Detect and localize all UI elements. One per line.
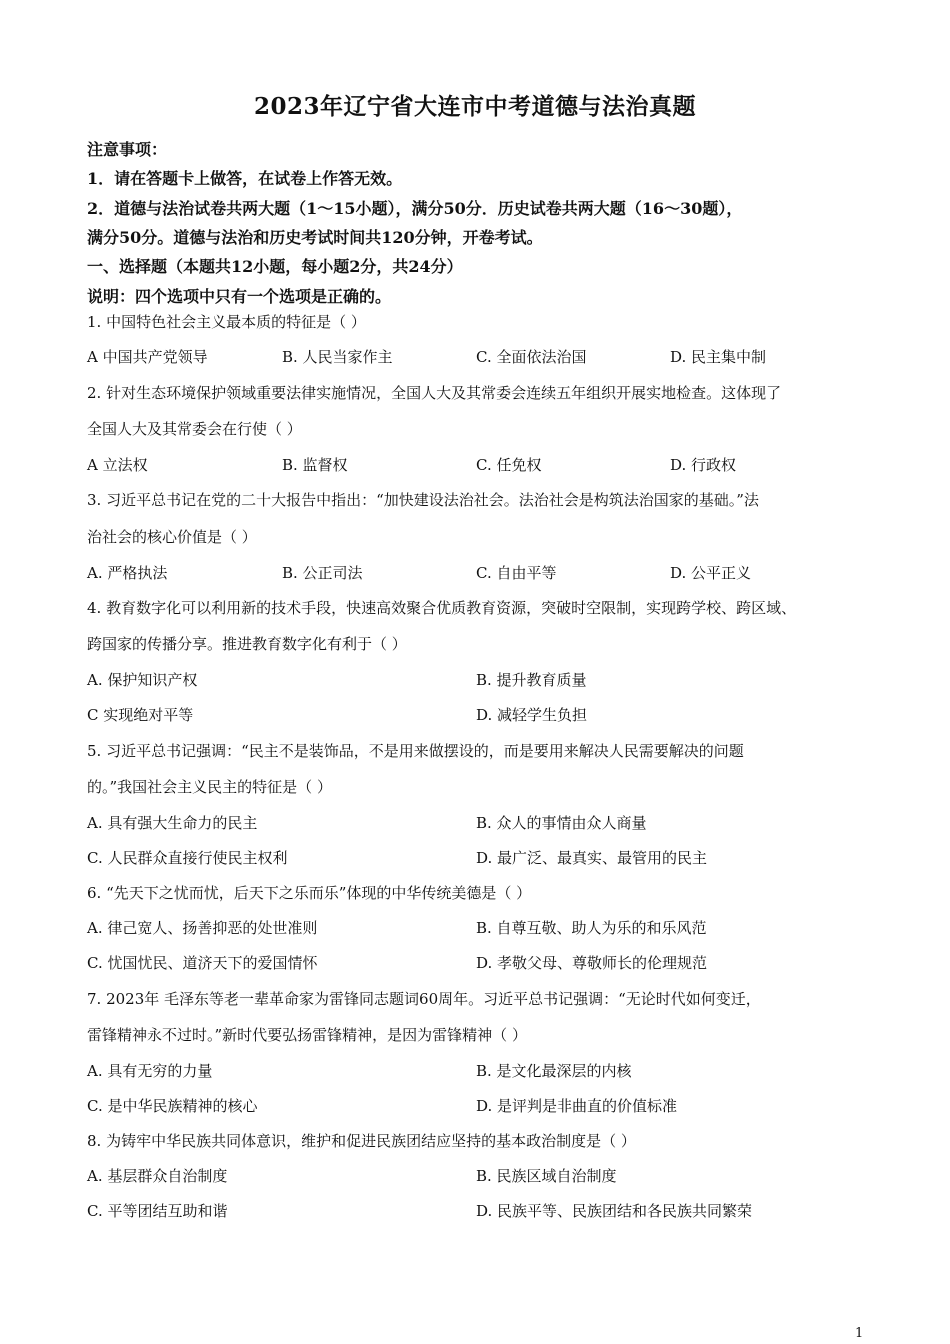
option-a: A. 保护知识产权 [87,671,198,689]
option-a: A. 具有强大生命力的民主 [87,814,258,832]
question-stem-cont: 雷锋精神永不过时。”新时代要弘扬雷锋精神，是因为雷锋精神（ ） [87,1026,527,1044]
option-b: B. 民族区域自治制度 [476,1167,617,1185]
option-b: B. 公正司法 [282,564,363,582]
option-a: A. 具有无穷的力量 [87,1062,213,1080]
option-d: D. 减轻学生负担 [476,706,588,724]
option-b: B. 自尊互敬、助人为乐的和乐风范 [476,919,707,937]
question-stem: 6. “先天下之忧而忧，后天下之乐而乐”体现的中华传统美德是（ ） [87,884,532,902]
page-title: 2023年辽宁省大连市中考道德与法治真题 [253,93,696,120]
page-number: 1 [855,1326,864,1341]
option-c: C. 全面依法治国 [476,348,587,366]
question-stem: 5. 习近平总书记强调：“民主不是装饰品，不是用来做摆设的，而是要用来解决人民需要解决的问题 [87,742,744,760]
option-c: C 实现绝对平等 [87,706,194,724]
option-a: A. 律己宽人、扬善抑恶的处世准则 [87,919,318,937]
notice-item-1: 1．请在答题卡上做答，在试卷上作答无效。 [87,169,403,188]
notice-item-2-cont: 满分50分。道德与法治和历史考试时间共120分钟，开卷考试。 [87,228,543,247]
option-c: C. 平等团结互助和谐 [87,1202,228,1220]
question-stem: 1. 中国特色社会主义最本质的特征是（ ） [87,313,366,331]
question-stem-cont: 的。”我国社会主义民主的特征是（ ） [87,778,332,796]
option-d: D. 公平正义 [670,564,752,582]
option-c: C. 任免权 [476,456,542,474]
option-d: D. 是评判是非曲直的价值标准 [476,1097,678,1115]
option-b: B. 众人的事情由众人商量 [476,814,647,832]
option-b: B. 是文化最深层的内核 [476,1062,632,1080]
option-d: D. 最广泛、最真实、最管用的民主 [476,849,708,867]
notice-item-2: 2．道德与法治试卷共两大题（1～15小题），满分50分．历史试卷共两大题（16～30题）， [87,199,743,218]
option-c: C. 人民群众直接行使民主权利 [87,849,288,867]
notice-heading: 注意事项： [87,140,168,159]
section-instruction: 说明：四个选项中只有一个选项是正确的。 [87,287,392,306]
question-stem: 2. 针对生态环境保护领域重要法律实施情况，全国人大及其常委会连续五年组织开展实地检查。这体现了 [87,384,782,402]
option-b: B. 提升教育质量 [476,671,587,689]
question-stem: 4. 教育数字化可以利用新的技术手段，快速高效聚合优质教育资源，突破时空限制，实现跨学校、跨区域、 [87,599,797,617]
section-heading: 一、选择题（本题共12小题，每小题2分，共24分） [87,257,463,276]
question-stem: 3. 习近平总书记在党的二十大报告中指出：“加快建设法治社会。法治社会是构筑法治国家的基础。”法 [87,491,759,509]
option-d: D. 民主集中制 [670,348,767,366]
option-a: A. 严格执法 [87,564,168,582]
option-d: D. 民族平等、民族团结和各民族共同繁荣 [476,1202,753,1220]
option-d: D. 行政权 [670,456,737,474]
option-a: A 中国共产党领导 [87,348,208,366]
question-stem: 8. 为铸牢中华民族共同体意识，维护和促进民族团结应坚持的基本政治制度是（ ） [87,1132,636,1150]
option-b: B. 人民当家作主 [282,348,393,366]
option-c: C. 忧国忧民、道济天下的爱国情怀 [87,954,318,972]
option-b: B. 监督权 [282,456,348,474]
question-stem-cont: 跨国家的传播分享。推进教育数字化有利于（ ） [87,635,407,653]
option-d: D. 孝敬父母、尊敬师长的伦理规范 [476,954,708,972]
option-a: A. 基层群众自治制度 [87,1167,228,1185]
option-a: A 立法权 [87,456,148,474]
option-c: C. 是中华民族精神的核心 [87,1097,258,1115]
option-c: C. 自由平等 [476,564,557,582]
question-stem-cont: 治社会的核心价值是（ ） [87,528,257,546]
question-stem: 7. 2023年 毛泽东等老一辈革命家为雷锋同志题词60周年。习近平总书记强调：“无论时代如何变迁， [87,990,761,1008]
question-stem-cont: 全国人大及其常委会在行使（ ） [87,420,302,438]
